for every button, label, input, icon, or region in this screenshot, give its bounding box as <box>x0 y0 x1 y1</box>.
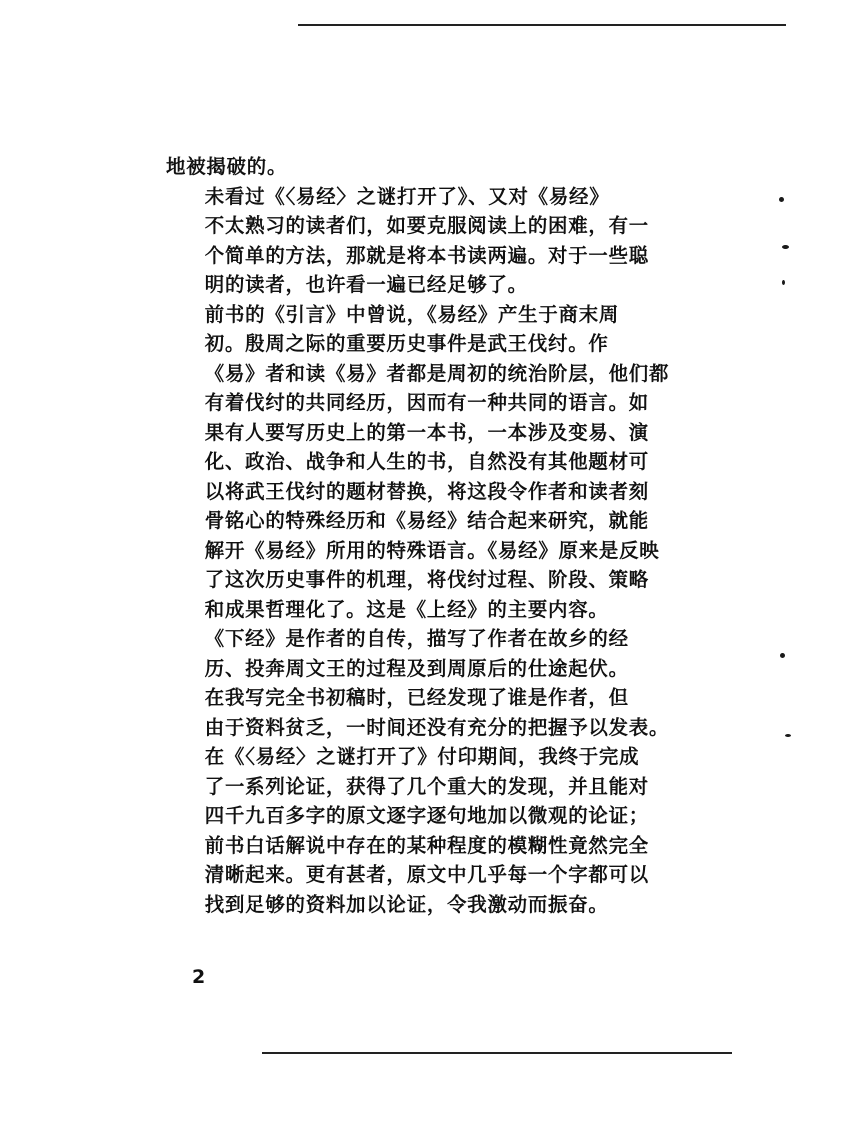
text-line: 果有人要写历史上的第一本书，一本涉及变易、演 <box>204 420 649 444</box>
text-line: 化、政治、战争和人生的书，自然没有其他题材可 <box>204 450 649 473</box>
paragraph <box>166 683 706 919</box>
text-line: 在我写完全书初稿时，已经发现了谁是作者，但 <box>204 686 629 709</box>
text-line: 未看过《〈易经〉之谜打开了》、又对《易经》 <box>204 184 610 208</box>
scan-edge-top <box>298 24 786 26</box>
text-line: 和成果哲理化了。这是《上经》的主要内容。 <box>204 597 609 621</box>
text-line: 了这次历史事件的机理，将伐纣过程、阶段、策略 <box>204 568 649 591</box>
text-line: 明的读者，也许看一遍已经足够了。 <box>204 273 528 296</box>
text-line: 骨铭心的特殊经历和《易经》结合起来研究，就能 <box>204 509 649 532</box>
text-line: 四千九百多字的原文逐字逐句地加以微观的论证； <box>204 804 649 827</box>
text-line: 由于资料贫乏，一时间还没有充分的把握予以发表。 <box>204 715 670 739</box>
text-line: 历、投奔周文王的过程及到周原后的仕途起伏。 <box>204 656 629 680</box>
text-line: 解开《易经》所用的特殊语言。《易经》原来是反映 <box>204 538 660 562</box>
paragraph <box>166 152 706 182</box>
page-number: 2 <box>192 966 206 988</box>
scan-edge-bottom <box>262 1052 732 1054</box>
text-line: 有着伐纣的共同经历，因而有一种共同的语言。如 <box>204 391 649 414</box>
scan-speck <box>782 245 789 249</box>
text-line: 不太熟习的读者们，如要克服阅读上的困难，有一 <box>204 214 649 237</box>
text-line: 初。殷周之际的重要历史事件是武王伐纣。作 <box>204 332 609 355</box>
text-line: 找到足够的资料加以论证，令我激动而振奋。 <box>204 892 609 916</box>
scan-speck <box>782 280 785 285</box>
text-line: 在《〈易经〉之谜打开了》付印期间，我终于完成 <box>204 745 640 768</box>
scan-speck <box>779 197 784 202</box>
text-line: 《易》者和读《易》者都是周初的统治阶层，他们都 <box>204 361 670 385</box>
text-line: 前书的《引言》中曾说，《易经》产生于商末周 <box>204 302 620 326</box>
text-line: 以将武王伐纣的题材替换，将这段令作者和读者刻 <box>204 479 649 503</box>
text-line: 《下经》是作者的自传，描写了作者在故乡的经 <box>204 627 629 650</box>
paragraph <box>166 624 706 683</box>
text-line: 前书白话解说中存在的某种程度的模糊性竟然完全 <box>204 833 649 857</box>
paragraph <box>166 182 706 300</box>
text-line: 地被揭破的。 <box>166 155 288 178</box>
text-line: 清晰起来。更有甚者，原文中几乎每一个字都可以 <box>204 863 649 886</box>
scan-speck <box>785 734 791 737</box>
paragraph <box>166 300 706 625</box>
text-line: 个简单的方法，那就是将本书读两遍。对于一些聪 <box>204 243 649 267</box>
scan-speck <box>780 653 785 658</box>
page-body <box>166 152 706 919</box>
text-line: 了一系列论证，获得了几个重大的发现，并且能对 <box>204 774 649 798</box>
